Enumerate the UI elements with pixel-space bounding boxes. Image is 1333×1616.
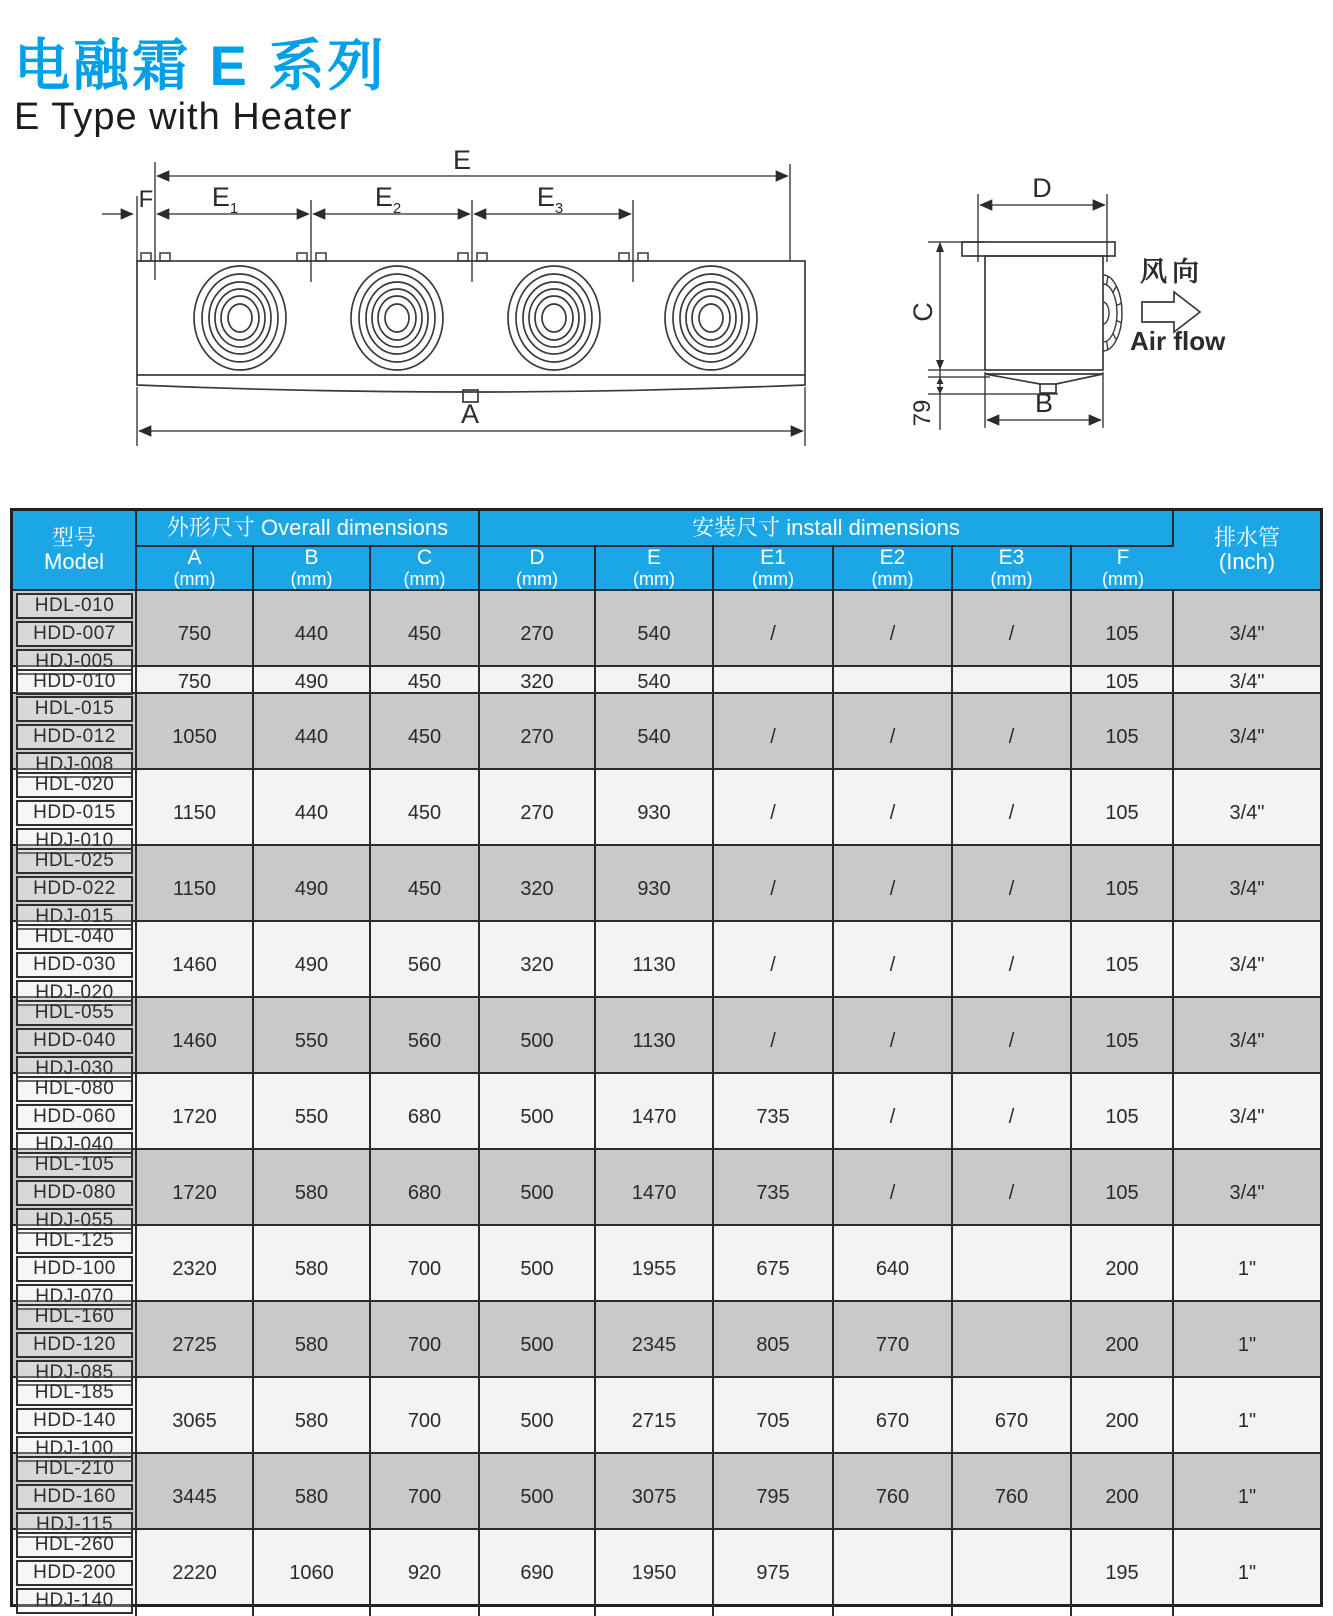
header-col-e1 (714, 547, 834, 591)
dimension-cell: 680 (371, 1150, 480, 1236)
dimension-cell: 105 (1072, 1074, 1174, 1160)
dimension-cell: 500 (480, 1378, 596, 1464)
dimension-cell: / (834, 846, 953, 932)
dimension-cell: 750 (137, 591, 254, 677)
dimension-cell: 450 (371, 667, 480, 697)
model-cell: HDJ-008 (16, 752, 133, 778)
dimension-cell: 1460 (137, 998, 254, 1084)
drain-cell: 3/4" (1229, 1105, 1265, 1128)
model-column (13, 1074, 137, 1160)
header-col-e3 (953, 547, 1072, 591)
col-unit: (mm) (633, 568, 675, 589)
dimension-cell: 105 (1072, 1150, 1174, 1236)
col-unit: (mm) (403, 568, 446, 589)
unit-body-side (985, 256, 1103, 370)
technical-drawing (0, 145, 1333, 480)
dimension-cell (834, 667, 953, 697)
dimension-cell: 920 (371, 1530, 480, 1616)
header-model (13, 511, 137, 591)
drain-cell: 3/4" (1229, 1181, 1265, 1204)
col-letter: E3 (998, 545, 1025, 569)
dimension-cell: 690 (480, 1530, 596, 1616)
header-overall-dimensions: 外形尺寸 Overall dimensions (137, 511, 480, 547)
model-cell: HDJ-140 (16, 1588, 133, 1614)
model-column (13, 1226, 137, 1312)
model-cell: HDD-160 (16, 1484, 133, 1510)
fan-grille-side (1103, 275, 1122, 351)
dimension-cell: 440 (254, 591, 371, 677)
header-col-e2 (834, 547, 953, 591)
dimension-cell (953, 667, 1072, 697)
dimension-cell: 700 (371, 1378, 480, 1464)
header-col-a (137, 547, 254, 591)
dimension-cell: 670 (834, 1378, 953, 1464)
table-body (13, 591, 1320, 1611)
dimension-cell: 700 (371, 1454, 480, 1540)
model-column (13, 922, 137, 1008)
dimension-cell (714, 667, 834, 697)
dimension-cell: 735 (714, 1150, 834, 1236)
table-header (13, 511, 1320, 591)
dimension-cell: 670 (953, 1378, 1072, 1464)
dimension-cell: 580 (254, 1454, 371, 1540)
model-cell: HDJ-070 (16, 1284, 133, 1310)
dimension-cell: 760 (953, 1454, 1072, 1540)
model-cell: HDD-015 (16, 800, 133, 826)
table-row-group (13, 692, 1320, 775)
dimension-cell: 1060 (254, 1530, 371, 1616)
dimension-cell: / (714, 998, 834, 1084)
fan-icon-4 (665, 266, 757, 370)
model-cell: HDD-010 (16, 669, 133, 695)
model-cell: HDL-185 (16, 1380, 133, 1406)
dimension-cell: 2320 (137, 1226, 254, 1312)
airflow-label-zh: 风向 (1140, 257, 1204, 287)
dimension-cell: 750 (137, 667, 254, 697)
dimension-cell: 580 (254, 1226, 371, 1312)
drain-cell: 3/4" (1229, 622, 1265, 645)
dim-label-c: C (908, 302, 938, 322)
dimension-cell: / (953, 1074, 1072, 1160)
dimension-cell: 1130 (596, 922, 714, 1008)
dimension-cell: 760 (834, 1454, 953, 1540)
header-drain-zh: 排水管 (1213, 525, 1280, 551)
drain-cell: 1" (1237, 1409, 1257, 1432)
dimension-cell: 580 (254, 1302, 371, 1388)
table-row-group (13, 844, 1320, 927)
col-unit: (mm) (173, 568, 216, 589)
table-row-group (13, 1528, 1320, 1611)
dim-label-f: F (138, 186, 154, 213)
dimension-cell: 795 (714, 1454, 834, 1540)
dimension-cell: 440 (254, 770, 371, 856)
dimension-cell: / (834, 770, 953, 856)
dim-label-a: A (460, 399, 480, 429)
drain-cell: 1" (1237, 1485, 1257, 1508)
model-cell: HDJ-010 (16, 828, 133, 854)
airflow-label-en: Air flow (1130, 326, 1226, 356)
dim-label-e1: $E_1$ (211, 182, 239, 217)
model-cell: HDJ-030 (16, 1056, 133, 1082)
model-cell: HDJ-005 (16, 649, 133, 675)
dimension-cell: 1720 (137, 1150, 254, 1236)
drain-cell: 3/4" (1229, 953, 1265, 976)
dimension-cell: / (834, 922, 953, 1008)
col-unit: (mm) (1102, 568, 1144, 589)
dimension-cell: 500 (480, 1226, 596, 1312)
col-letter: E1 (760, 545, 786, 569)
model-cell: HDJ-020 (16, 980, 133, 1006)
model-cell: HDD-030 (16, 952, 133, 978)
col-letter: E (646, 545, 661, 569)
dimension-cell: 930 (596, 846, 714, 932)
model-column (13, 1150, 137, 1236)
dimension-cell: 440 (254, 694, 371, 780)
mounting-tabs (141, 253, 648, 261)
dimension-cell: / (714, 770, 834, 856)
col-letter: E2 (879, 545, 906, 569)
model-cell: HDL-020 (16, 772, 133, 798)
model-column (13, 770, 137, 856)
header-install-dimensions: 安装尺寸 install dimensions (480, 511, 1174, 547)
drain-cell: 3/4" (1229, 801, 1265, 824)
model-cell: HDD-040 (16, 1028, 133, 1054)
dimension-cell: 550 (254, 998, 371, 1084)
col-unit: (mm) (990, 568, 1033, 589)
dim-label-e2: $E_2$ (374, 182, 402, 217)
header-model-zh: 型号 (51, 525, 96, 551)
dimension-cell: / (953, 1150, 1072, 1236)
dimension-cell: 200 (1072, 1302, 1174, 1388)
dimension-cell: 705 (714, 1378, 834, 1464)
dimension-cell (953, 1530, 1072, 1616)
dimension-cell: 1050 (137, 694, 254, 780)
dimension-cell: 320 (480, 846, 596, 932)
dimension-cell: 1950 (596, 1530, 714, 1616)
model-cell: HDD-120 (16, 1332, 133, 1358)
dim-label-b: B (1034, 388, 1054, 418)
dimension-cell: 500 (480, 998, 596, 1084)
model-column (13, 1454, 137, 1540)
dimension-cell: / (714, 846, 834, 932)
dimension-cell: 640 (834, 1226, 953, 1312)
dimension-cell: 975 (714, 1530, 834, 1616)
dimension-cell: 105 (1072, 770, 1174, 856)
table-row-group (13, 591, 1320, 672)
dimension-cell: 105 (1072, 846, 1174, 932)
model-cell: HDL-160 (16, 1304, 133, 1330)
model-cell: HDL-010 (16, 593, 133, 619)
table-row-group (13, 996, 1320, 1079)
dimension-cell: 805 (714, 1302, 834, 1388)
dimension-cell: / (953, 770, 1072, 856)
model-cell: HDD-140 (16, 1408, 133, 1434)
model-column (13, 694, 137, 780)
col-letter: B (304, 545, 319, 569)
header-col-e (596, 547, 714, 591)
dimension-cell: 450 (371, 846, 480, 932)
side-view (962, 242, 1122, 393)
model-cell: HDJ-015 (16, 904, 133, 930)
dimension-cell: 1470 (596, 1074, 714, 1160)
model-cell: HDL-260 (16, 1532, 133, 1558)
dimension-cell: 2220 (137, 1530, 254, 1616)
model-cell: HDL-080 (16, 1076, 133, 1102)
model-cell: HDL-025 (16, 848, 133, 874)
fan-icon-1 (194, 266, 286, 370)
dimension-cell: / (953, 998, 1072, 1084)
dimension-cell: / (953, 694, 1072, 780)
dim-label-e3: $E_3$ (536, 182, 564, 217)
dimension-cell: 490 (254, 922, 371, 1008)
dimension-cell: 700 (371, 1226, 480, 1312)
model-column (13, 1530, 137, 1616)
model-cell: HDJ-040 (16, 1132, 133, 1158)
table-row-group (13, 665, 1320, 692)
dimension-cell: 1460 (137, 922, 254, 1008)
table-row-group (13, 768, 1320, 851)
model-column (13, 846, 137, 932)
dimension-cell: 500 (480, 1454, 596, 1540)
col-letter: A (187, 545, 202, 569)
dimension-cell: 500 (480, 1074, 596, 1160)
col-letter: D (529, 545, 545, 569)
drain-cell: 3/4" (1229, 877, 1265, 900)
dimension-cell: 735 (714, 1074, 834, 1160)
top-flange-side (962, 242, 1115, 256)
dimension-cell: 680 (371, 1074, 480, 1160)
dimension-cell: 930 (596, 770, 714, 856)
front-view (137, 253, 805, 402)
dimension-cell: 1470 (596, 1150, 714, 1236)
model-cell: HDL-125 (16, 1228, 133, 1254)
dimension-cell: 2345 (596, 1302, 714, 1388)
front-dimensions (102, 162, 805, 446)
table-row-group (13, 1072, 1320, 1155)
model-cell: HDJ-100 (16, 1436, 133, 1462)
dimension-cell: 560 (371, 922, 480, 1008)
table-row-group (13, 1452, 1320, 1535)
dimension-cell: 490 (254, 667, 371, 697)
fan-icon-3 (508, 266, 600, 370)
dimension-cell: 270 (480, 770, 596, 856)
header-col-c (371, 547, 480, 591)
col-unit: (mm) (752, 568, 794, 589)
unit-body-front (137, 261, 805, 375)
dimension-cell: 500 (480, 1150, 596, 1236)
dimension-cell: 195 (1072, 1530, 1174, 1616)
header-col-d (480, 547, 596, 591)
col-letter: C (416, 545, 433, 569)
header-col-b (254, 547, 371, 591)
dimension-cell: 490 (254, 846, 371, 932)
dimension-cell: 105 (1072, 998, 1174, 1084)
side-dimensions (928, 194, 1107, 430)
dimension-cell: 200 (1072, 1454, 1174, 1540)
dimension-cell: / (834, 694, 953, 780)
table-row-group (13, 920, 1320, 1003)
model-cell: HDL-055 (16, 1000, 133, 1026)
dimension-cell (834, 1530, 953, 1616)
dimension-cell: / (714, 591, 834, 677)
drain-cell: 1" (1237, 1333, 1257, 1356)
dimension-cell: 580 (254, 1150, 371, 1236)
dimension-cell: 2725 (137, 1302, 254, 1388)
model-cell: HDD-022 (16, 876, 133, 902)
model-cell: HDD-080 (16, 1180, 133, 1206)
table-row-group (13, 1376, 1320, 1459)
col-letter: F (1116, 545, 1130, 569)
dimension-cell: 105 (1072, 667, 1174, 697)
model-cell: HDL-015 (16, 696, 133, 722)
dimension-cell: 1150 (137, 846, 254, 932)
model-cell: HDJ-115 (16, 1512, 133, 1538)
dimension-cell: 550 (254, 1074, 371, 1160)
header-drain-pipe (1174, 511, 1320, 591)
dimension-cell: 3065 (137, 1378, 254, 1464)
dimension-cell: / (714, 694, 834, 780)
dimension-cell: 320 (480, 667, 596, 697)
model-column (13, 1378, 137, 1464)
dimension-cell: 270 (480, 591, 596, 677)
dimension-cell: / (953, 846, 1072, 932)
dimension-cell: 105 (1072, 922, 1174, 1008)
model-cell: HDD-012 (16, 724, 133, 750)
dimension-cell: 675 (714, 1226, 834, 1312)
model-column (13, 998, 137, 1084)
model-column (13, 667, 137, 697)
dimension-cell: 1130 (596, 998, 714, 1084)
dimension-cell: 450 (371, 591, 480, 677)
model-column (13, 1302, 137, 1388)
model-cell: HDL-210 (16, 1456, 133, 1482)
dimension-cell: 200 (1072, 1226, 1174, 1312)
dimension-cell: 560 (371, 998, 480, 1084)
model-cell: HDD-060 (16, 1104, 133, 1130)
dimension-cell (953, 1302, 1072, 1388)
drain-cell: 1" (1237, 1561, 1257, 1584)
dimension-cell: 450 (371, 694, 480, 780)
dimension-cell: 2715 (596, 1378, 714, 1464)
model-cell: HDJ-055 (16, 1208, 133, 1234)
page-title-zh: 电融霜 E 系列 (14, 34, 387, 97)
dimension-cell: 200 (1072, 1378, 1174, 1464)
model-cell: HDD-007 (16, 621, 133, 647)
col-unit: (mm) (516, 568, 558, 589)
dimension-cell: / (834, 998, 953, 1084)
dimension-cell: 3075 (596, 1454, 714, 1540)
dimension-cell: 540 (596, 591, 714, 677)
model-cell: HDL-105 (16, 1152, 133, 1178)
header-drain-en: (Inch) (1218, 549, 1276, 574)
dimension-cell: / (834, 591, 953, 677)
dimension-cell: 770 (834, 1302, 953, 1388)
model-cell: HDD-100 (16, 1256, 133, 1282)
dimension-cell: 540 (596, 694, 714, 780)
dim-label-d: D (1032, 173, 1052, 203)
dimension-cell: 450 (371, 770, 480, 856)
dimension-cell: 320 (480, 922, 596, 1008)
dimension-cell: 500 (480, 1302, 596, 1388)
drain-cell: 3/4" (1229, 1029, 1265, 1052)
dimensions-table (10, 508, 1323, 1611)
drain-cell: 1" (1237, 1257, 1257, 1280)
model-cell: HDL-040 (16, 924, 133, 950)
dimension-cell: 3445 (137, 1454, 254, 1540)
dimension-cell: 1150 (137, 770, 254, 856)
model-column (13, 591, 137, 677)
dimension-cell: 1720 (137, 1074, 254, 1160)
dim-label-79: 79 (909, 399, 936, 427)
col-unit: (mm) (290, 568, 333, 589)
dimension-cell: / (953, 591, 1072, 677)
header-col-f (1072, 547, 1174, 591)
dimension-cell: / (834, 1074, 953, 1160)
drain-cell: 3/4" (1229, 725, 1265, 748)
model-cell: HDD-200 (16, 1560, 133, 1586)
model-cell: HDJ-085 (16, 1360, 133, 1386)
header-model-en: Model (44, 549, 104, 574)
dimension-cell: 580 (254, 1378, 371, 1464)
dimension-cell: / (953, 922, 1072, 1008)
page-title-en: E Type with Heater (14, 96, 353, 138)
dimension-cell: / (714, 922, 834, 1008)
dimension-cell: 540 (596, 667, 714, 697)
dimension-cell: 1955 (596, 1226, 714, 1312)
table-row-group (13, 1224, 1320, 1307)
table-row-group (13, 1300, 1320, 1383)
dimension-cell: 700 (371, 1302, 480, 1388)
table-row-group (13, 1148, 1320, 1231)
dim-label-e: E (452, 145, 472, 175)
col-unit: (mm) (871, 568, 914, 589)
dimension-cell (953, 1226, 1072, 1312)
dimension-cell: 105 (1072, 694, 1174, 780)
dimension-cell: 105 (1072, 591, 1174, 677)
fan-icon-2 (351, 266, 443, 370)
dimension-cell: 270 (480, 694, 596, 780)
dimension-cell: / (834, 1150, 953, 1236)
drain-cell: 3/4" (1229, 670, 1265, 693)
